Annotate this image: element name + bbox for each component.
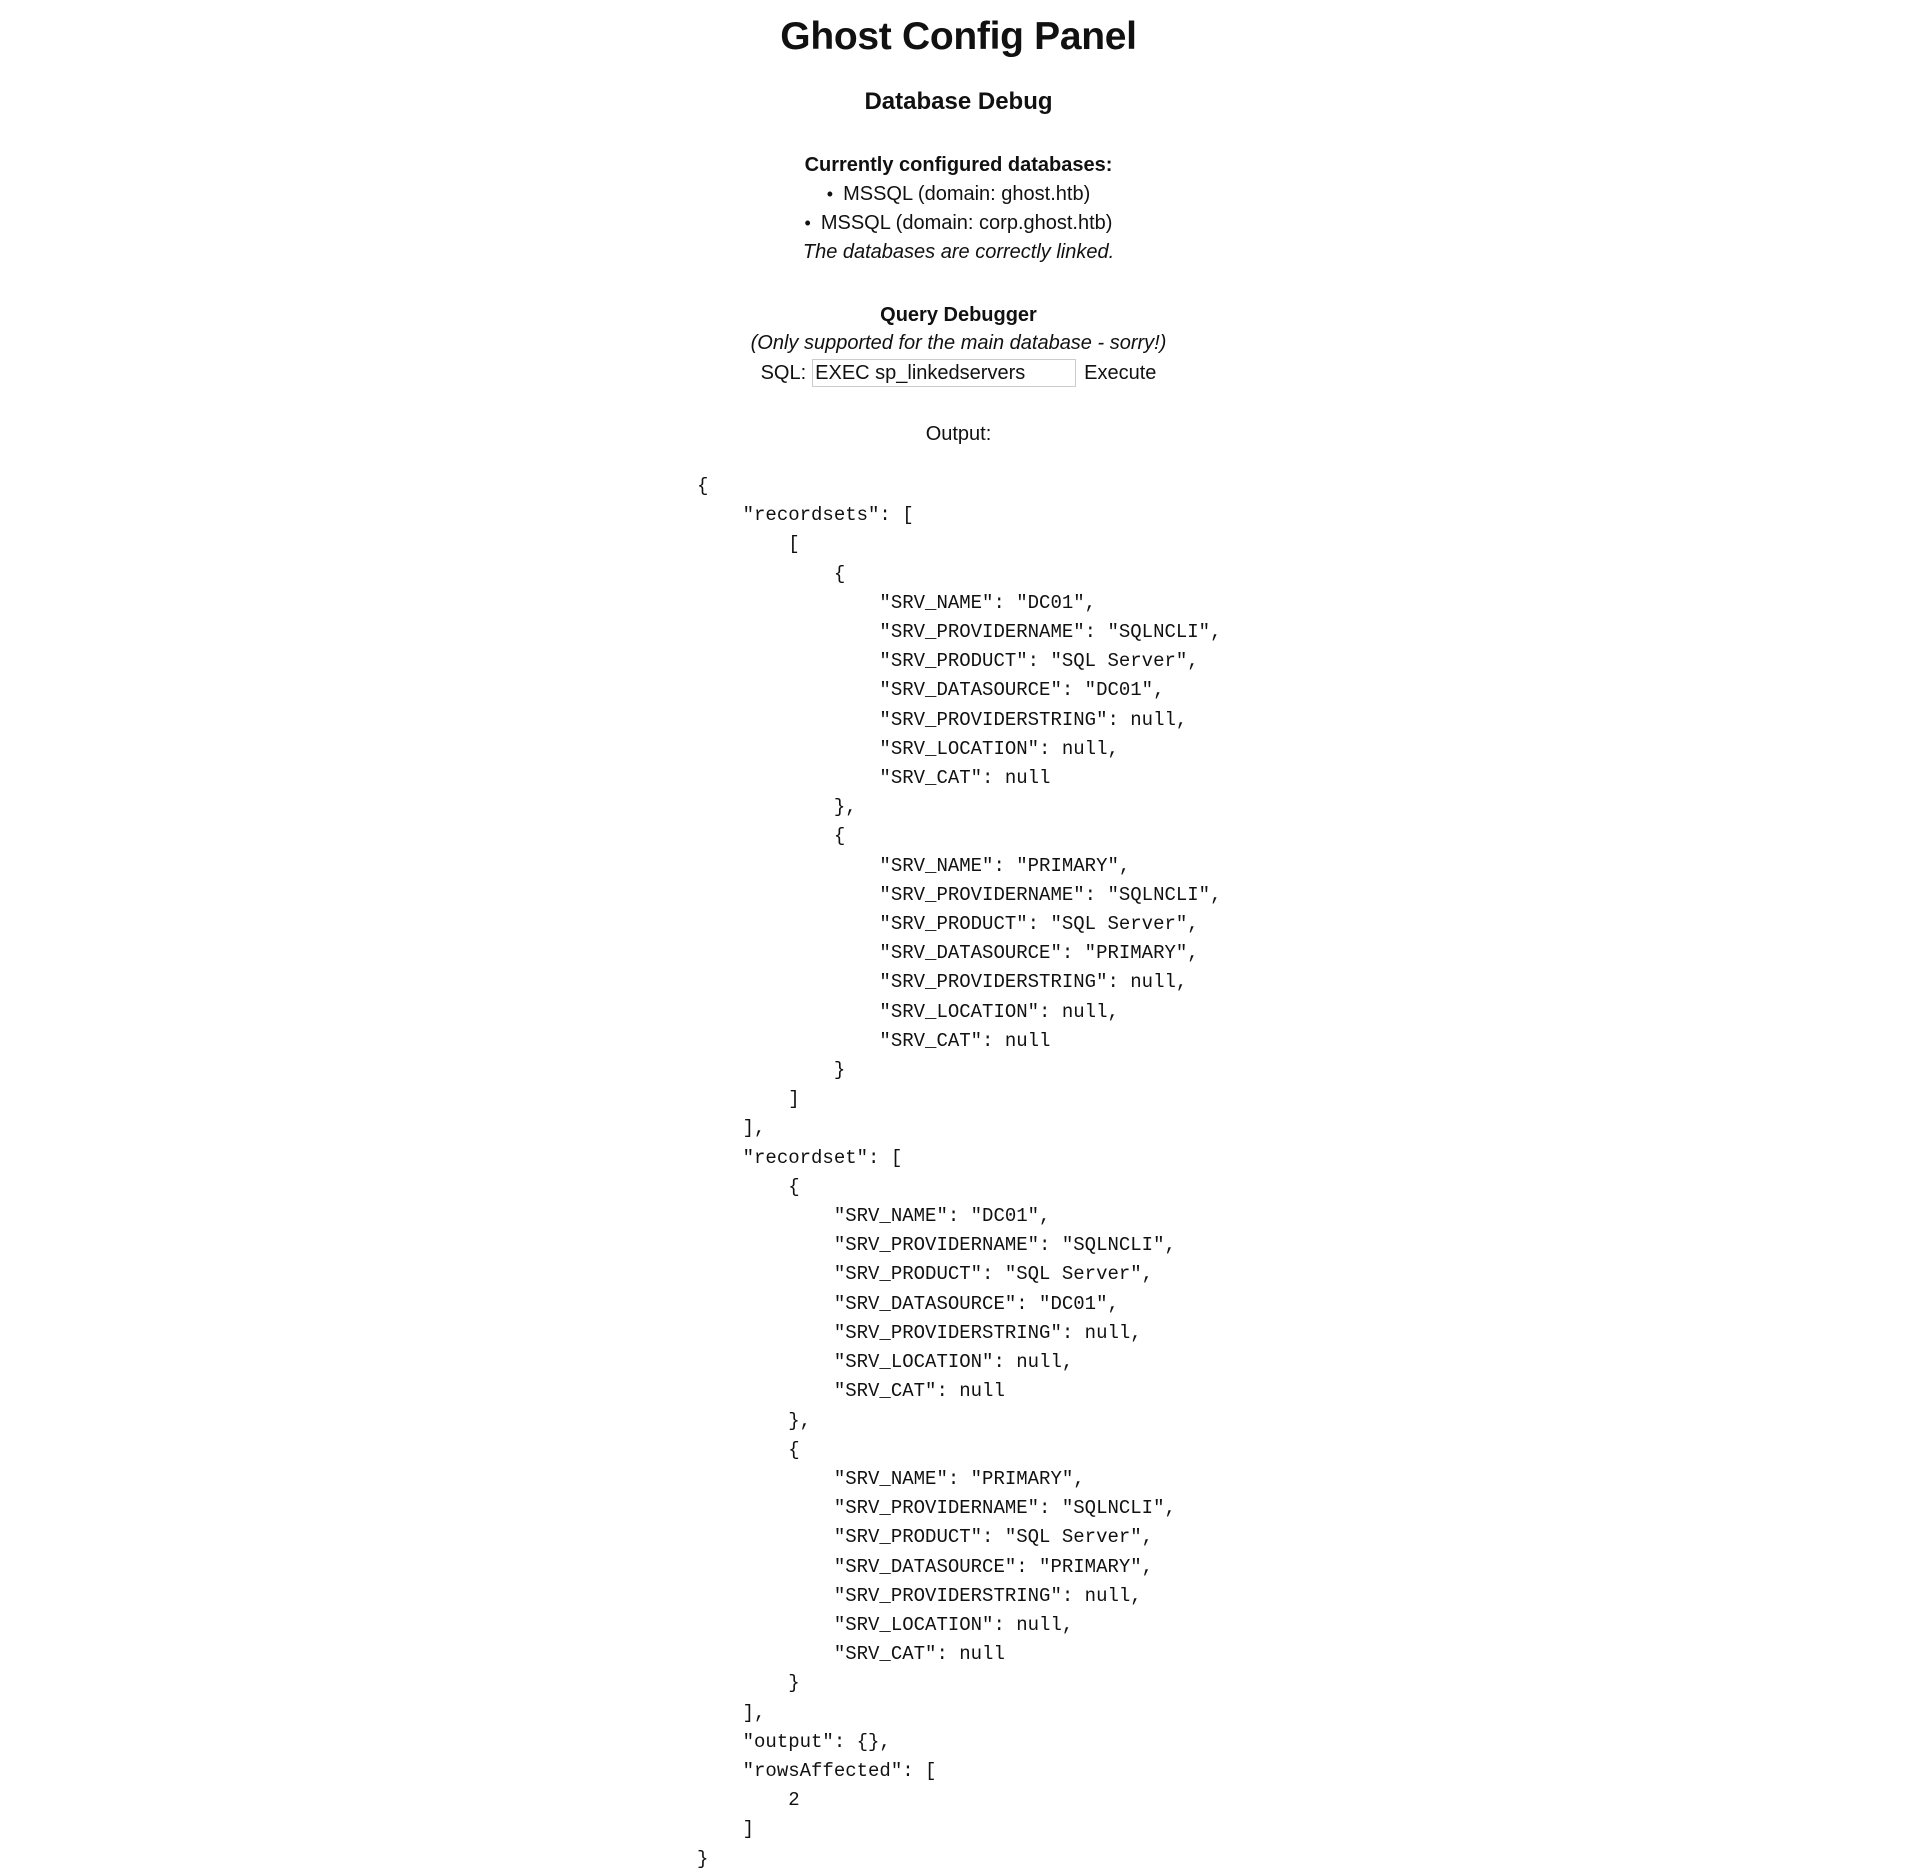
query-debugger-heading: Query Debugger (880, 304, 1037, 326)
output-json: { "recordsets": [ [ { "SRV_NAME": "DC01", "SRV_PROVIDERNAME": "SQLNCLI", "SRV_PRODUCT": "SQL Server", "SRV_DATASOURCE": "DC01", "SRV_PROVIDERSTRING": null, "SRV_LOCATION": null, "SRV_CAT": null }, { "SRV_NAME": "PRIMARY", "SRV_PROVIDERNAME": "SQLNCLI", "SRV_PRODUCT": "SQL Server", "SRV_DATASOURCE": "PRIMARY", "SRV_PROVIDERSTRING": null, "SRV_LOCATION": null, "SRV_CAT": null } ] ], "recordset": [ { "SRV_NAME": "DC01", "SRV_PROVIDERNAME": "SQLNCLI", "SRV_PRODUCT": "SQL Server", "SRV_DATASOURCE": "DC01", "SRV_PROVIDERSTRING": null, "SRV_LOCATION": null, "SRV_CAT": null }, { "SRV_NAME": "PRIMARY", "SRV_PROVIDERNAME": "SQLNCLI", "SRV_PRODUCT": "SQL Server", "SRV_DATASOURCE": "PRIMARY", "SRV_PROVIDERSTRING": null, "SRV_LOCATION": null, "SRV_CAT": null } ], "output": {}, "rowsAffected": [ 2 ] } (697, 475, 1222, 1870)
databases-section (0, 151, 1917, 267)
sql-input[interactable] (812, 359, 1076, 387)
execute-button[interactable]: Execute (1084, 361, 1157, 384)
databases-list (0, 180, 1917, 238)
database-item: • MSSQL (domain: ghost.htb) (0, 180, 1917, 209)
query-debugger-note: (Only supported for the main database - sorry!) (750, 332, 1167, 354)
output-label: Output: (925, 423, 992, 445)
page-title: Ghost Config Panel (780, 15, 1137, 58)
databases-note: The databases are correctly linked. (802, 241, 1115, 263)
page-subtitle: Database Debug (864, 88, 1053, 115)
database-item: • MSSQL (domain: corp.ghost.htb) (0, 209, 1917, 238)
sql-form (0, 359, 1917, 387)
sql-label: SQL: (760, 362, 807, 384)
databases-heading: Currently configured databases: (804, 154, 1113, 176)
query-debugger-section (0, 301, 1917, 387)
